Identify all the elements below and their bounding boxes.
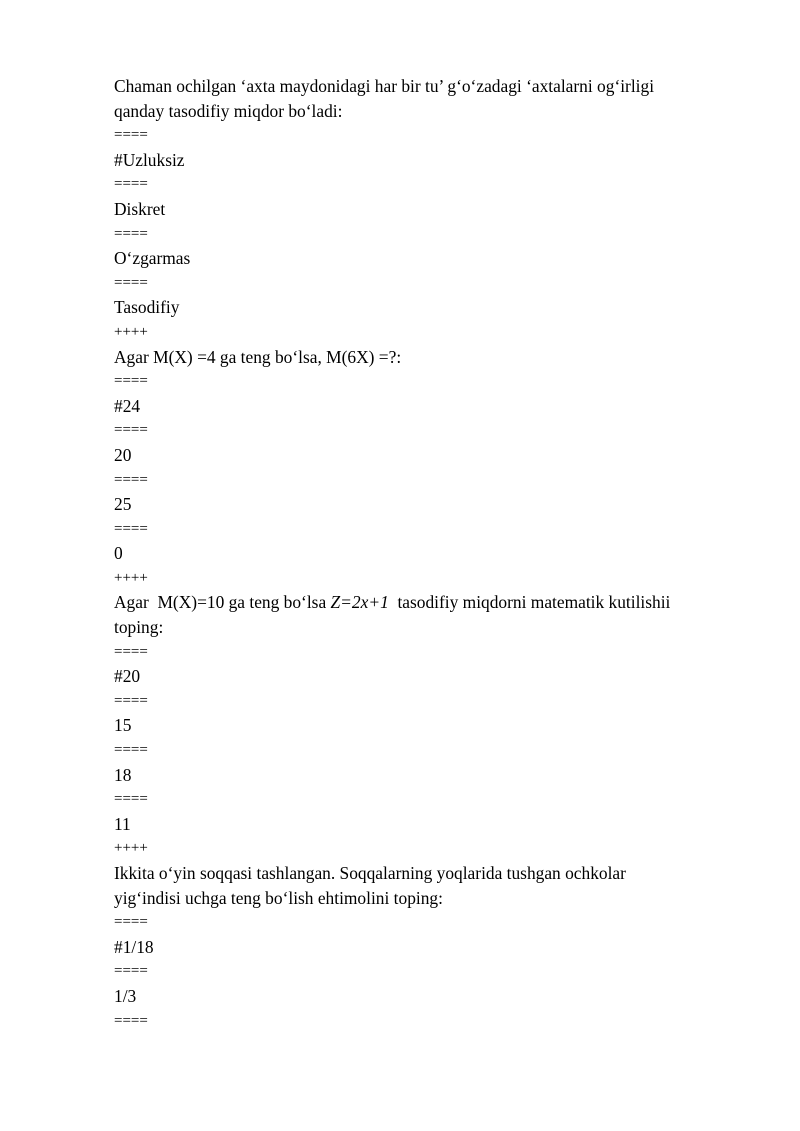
question-1-answer-2: Diskret	[114, 198, 166, 219]
option-separator: ====	[114, 791, 148, 808]
question-2-answer-4: 0	[114, 543, 123, 564]
option-separator: ====	[114, 643, 148, 660]
question-1-text-line-2: qanday tasodifiy miqdor bo‘ladi:	[114, 100, 343, 121]
option-separator: ====	[114, 274, 148, 291]
question-separator: ++++	[114, 840, 148, 857]
question-3-answer-3: 18	[114, 764, 132, 785]
option-separator: ====	[114, 742, 148, 759]
question-3-formula: Z=2x+1	[330, 592, 389, 613]
option-separator: ====	[114, 914, 148, 931]
question-1-answer-4: Tasodifiy	[114, 297, 180, 318]
question-3-answer-4: 11	[114, 813, 131, 834]
option-separator: ====	[114, 1012, 148, 1029]
question-separator: ++++	[114, 323, 148, 340]
question-2-answer-1: #24	[114, 395, 141, 416]
question-1-answer-1: #Uzluksiz	[114, 149, 185, 170]
question-4-text-line-2: yig‘indisi uchga teng bo‘lish ehtimolini toping:	[114, 887, 443, 908]
question-2-answer-2: 20	[114, 444, 132, 465]
question-4-answer-1: #1/18	[114, 936, 154, 957]
question-2-answer-3: 25	[114, 494, 132, 515]
option-separator: ====	[114, 692, 148, 709]
question-1-text-line-1: Chaman ochilgan ‘axta maydonidagi har bir tu’ g‘o‘zadagi ‘axtalarni og‘irligi	[114, 76, 655, 96]
question-3-answer-2: 15	[114, 715, 132, 736]
option-separator: ====	[114, 471, 148, 488]
question-3-answer-1: #20	[114, 666, 141, 687]
question-2-text: Agar M(X) =4 ga teng bo‘lsa, M(6X) =?:	[114, 346, 402, 367]
option-separator: ====	[114, 422, 148, 439]
question-separator: ++++	[114, 569, 148, 586]
question-4-text-line-1: Ikkita o‘yin soqqasi tashlangan. Soqqalarning yoqlarida tushgan ochkolar	[114, 863, 626, 883]
option-separator: ====	[114, 225, 148, 242]
option-separator: ====	[114, 176, 148, 193]
option-separator: ====	[114, 373, 148, 390]
option-separator: ====	[114, 963, 148, 980]
test-content	[114, 74, 724, 1033]
question-1-answer-3: O‘zgarmas	[114, 248, 191, 269]
option-separator: ====	[114, 127, 148, 144]
question-3-text-before: Agar M(X)=10 ga teng bo‘lsa	[114, 592, 331, 613]
question-3-text-line-1	[114, 590, 724, 615]
question-3-text-after: tasodifiy miqdorni matematik kutilishii	[388, 592, 671, 613]
question-3-text-line-2: toping:	[114, 617, 164, 638]
option-separator: ====	[114, 520, 148, 537]
question-4-answer-2: 1/3	[114, 985, 137, 1006]
